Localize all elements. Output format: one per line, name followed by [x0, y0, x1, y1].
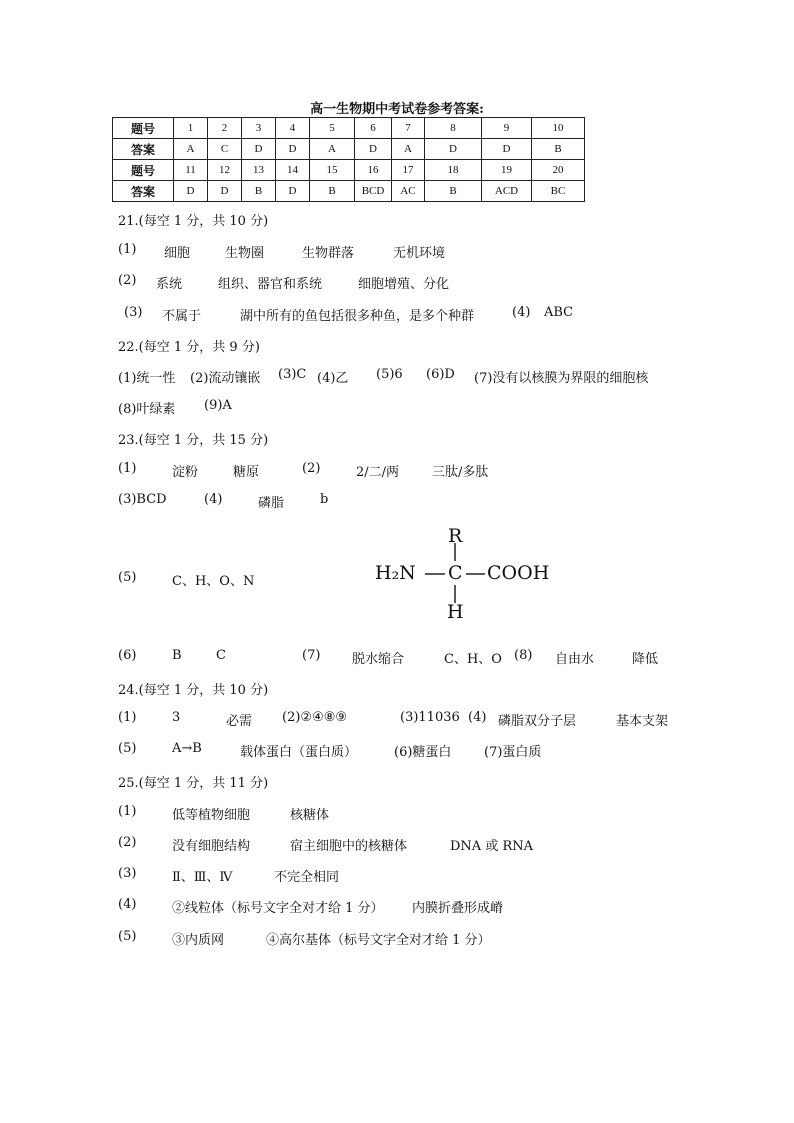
answer-item: 细胞增殖、分化: [358, 277, 450, 292]
answer-item: A→B: [172, 741, 202, 756]
table-cell: BC: [532, 181, 585, 202]
answer-item: (5): [118, 741, 137, 756]
answer-item: B: [172, 648, 182, 663]
answer-line: [118, 305, 678, 323]
table-row: [113, 160, 585, 181]
answer-item: ABC: [544, 305, 574, 320]
answer-item: (5): [118, 570, 137, 585]
answer-item: (4): [468, 710, 487, 725]
answer-item: (6)D: [426, 367, 455, 382]
table-cell: 8: [425, 118, 482, 139]
section-25-heading: 25.(每空 1 分，共 11 分): [118, 776, 269, 791]
table-cell: 7: [392, 118, 425, 139]
answer-item: (5): [118, 929, 137, 944]
answer-item: 自由水: [555, 652, 595, 667]
answer-item: (9)A: [204, 398, 232, 413]
table-cell: 20: [532, 160, 585, 181]
answer-item: (2): [302, 461, 321, 476]
table-cell: B: [532, 139, 585, 160]
answer-line: [118, 866, 678, 884]
table-cell: 15: [310, 160, 355, 181]
answer-line: [118, 710, 698, 728]
answer-item: 磷脂双分子层: [498, 714, 577, 729]
answer-item: 载体蛋白（蛋白质）: [240, 745, 358, 760]
answer-item: 核糖体: [290, 808, 330, 823]
answer-item: (3): [118, 866, 137, 881]
table-cell: C: [208, 139, 242, 160]
table-cell: B: [425, 181, 482, 202]
answer-item: 系统: [156, 277, 183, 292]
table-cell: 16: [355, 160, 392, 181]
answer-item: (3): [124, 305, 143, 320]
answer-line: [118, 570, 358, 588]
section-22-heading: 22.(每空 1 分，共 9 分): [118, 340, 260, 355]
table-row: [113, 139, 585, 160]
table-row: [113, 181, 585, 202]
table-cell: D: [242, 139, 276, 160]
answer-item: 不完全相同: [274, 870, 340, 885]
table-cell: A: [310, 139, 355, 160]
amino-group: H₂N: [375, 562, 416, 584]
table-cell: 19: [482, 160, 532, 181]
answer-item: 组织、器官和系统: [218, 277, 323, 292]
answer-line: [118, 929, 678, 947]
table-cell: 11: [174, 160, 208, 181]
answer-item: DNA 或 RNA: [450, 839, 534, 854]
answer-item: 3: [172, 710, 181, 725]
table-cell: 1: [174, 118, 208, 139]
table-cell: D: [276, 181, 310, 202]
answer-item: C、H、O、N: [172, 574, 255, 589]
answer-item: (1): [118, 804, 137, 819]
answer-item: (2): [118, 273, 137, 288]
answer-item: 细胞: [164, 246, 191, 261]
answer-line: [118, 741, 678, 759]
answer-item: 脱水缩合: [352, 652, 405, 667]
answer-item: (8)叶绿素: [118, 402, 176, 417]
answer-item: (1)统一性: [118, 371, 176, 386]
page-title: 高一生物期中考试卷参考答案:: [310, 102, 484, 117]
row-label: 题号: [113, 160, 174, 181]
table-cell: 2: [208, 118, 242, 139]
answer-item: 内膜折叠形成嵴: [412, 901, 504, 916]
answer-line: [118, 398, 678, 416]
row-label: 答案: [113, 181, 174, 202]
answer-item: C、H、O: [444, 652, 502, 667]
table-cell: 4: [276, 118, 310, 139]
answer-item: (2)②④⑧⑨: [282, 710, 348, 725]
hydrogen-atom: H: [447, 601, 464, 623]
answer-line: [118, 897, 678, 915]
answer-item: (4): [118, 897, 137, 912]
answer-table: [112, 117, 585, 202]
table-cell: A: [174, 139, 208, 160]
table-cell: A: [392, 139, 425, 160]
answer-item: (4)乙: [317, 371, 349, 386]
answer-item: 生物圈: [225, 246, 265, 261]
table-cell: D: [425, 139, 482, 160]
answer-item: (7): [302, 648, 321, 663]
answer-line: [118, 835, 678, 853]
section-23-heading: 23.(每空 1 分，共 15 分): [118, 433, 269, 448]
alpha-carbon: C: [448, 562, 463, 584]
table-cell: 6: [355, 118, 392, 139]
answer-item: 必需: [226, 714, 253, 729]
table-cell: D: [355, 139, 392, 160]
answer-item: 三肽/多肽: [432, 465, 489, 480]
table-cell: ACD: [482, 181, 532, 202]
answer-item: 糖原: [233, 465, 260, 480]
table-cell: D: [174, 181, 208, 202]
table-cell: 10: [532, 118, 585, 139]
section-21-heading: 21.(每空 1 分，共 10 分): [118, 214, 269, 229]
table-cell: 17: [392, 160, 425, 181]
answer-item: 无机环境: [393, 246, 446, 261]
answer-item: (6)糖蛋白: [394, 745, 452, 760]
table-cell: 12: [208, 160, 242, 181]
r-group: R: [448, 525, 463, 547]
answer-item: (1): [118, 461, 137, 476]
answer-item: 宿主细胞中的核糖体: [290, 839, 408, 854]
carboxyl-group: COOH: [487, 562, 550, 584]
table-cell: AC: [392, 181, 425, 202]
answer-item: ③内质网: [172, 933, 225, 948]
answer-item: (2): [118, 835, 137, 850]
answer-item: (3)BCD: [118, 492, 167, 507]
table-cell: D: [208, 181, 242, 202]
answer-item: 生物群落: [302, 246, 355, 261]
answer-item: 淀粉: [172, 465, 199, 480]
section-24-heading: 24.(每空 1 分，共 10 分): [118, 683, 269, 698]
amino-acid-structure: [375, 525, 565, 625]
answer-item: ②线粒体（标号文字全对才给 1 分）: [172, 901, 384, 916]
answer-item: 基本支架: [616, 714, 669, 729]
answer-item: 磷脂: [258, 496, 285, 511]
answer-item: 不属于: [162, 309, 202, 324]
table-cell: 13: [242, 160, 276, 181]
answer-item: C: [216, 648, 226, 663]
answer-item: 2/二/两: [356, 465, 400, 480]
answer-item: (1): [118, 242, 137, 257]
answer-item: (2)流动镶嵌: [190, 371, 261, 386]
table-row: [113, 118, 585, 139]
answer-item: (8): [514, 648, 533, 663]
answer-item: 湖中所有的鱼包括很多种鱼，是多个种群: [240, 309, 475, 324]
answer-item: (3)C: [278, 367, 307, 382]
answer-item: ④高尔基体（标号文字全对才给 1 分）: [266, 933, 491, 948]
answer-line: [118, 492, 678, 510]
answer-item: (6): [118, 648, 137, 663]
table-cell: B: [310, 181, 355, 202]
answer-item: (4): [204, 492, 223, 507]
table-cell: 3: [242, 118, 276, 139]
answer-item: (5)6: [376, 367, 403, 382]
answer-line: [118, 648, 698, 666]
answer-item: Ⅱ、Ⅲ、Ⅳ: [172, 870, 233, 885]
table-cell: 5: [310, 118, 355, 139]
answer-line: [118, 273, 678, 291]
table-cell: 14: [276, 160, 310, 181]
answer-item: 低等植物细胞: [172, 808, 251, 823]
answer-item: (7)蛋白质: [484, 745, 542, 760]
answer-line: [118, 367, 678, 385]
table-cell: 18: [425, 160, 482, 181]
answer-line: [118, 242, 678, 260]
table-cell: B: [242, 181, 276, 202]
answer-line: [118, 804, 678, 822]
answer-line: [118, 461, 678, 479]
row-label: 题号: [113, 118, 174, 139]
answer-item: 降低: [632, 652, 659, 667]
row-label: 答案: [113, 139, 174, 160]
answer-item: (4): [512, 305, 531, 320]
answer-item: 没有细胞结构: [172, 839, 251, 854]
table-cell: D: [276, 139, 310, 160]
answer-item: (3)11036: [400, 710, 460, 725]
table-cell: 9: [482, 118, 532, 139]
answer-item: (1): [118, 710, 137, 725]
answer-item: (7)没有以核膜为界限的细胞核: [474, 371, 649, 386]
table-cell: D: [482, 139, 532, 160]
table-cell: BCD: [355, 181, 392, 202]
answer-item: b: [320, 492, 329, 507]
